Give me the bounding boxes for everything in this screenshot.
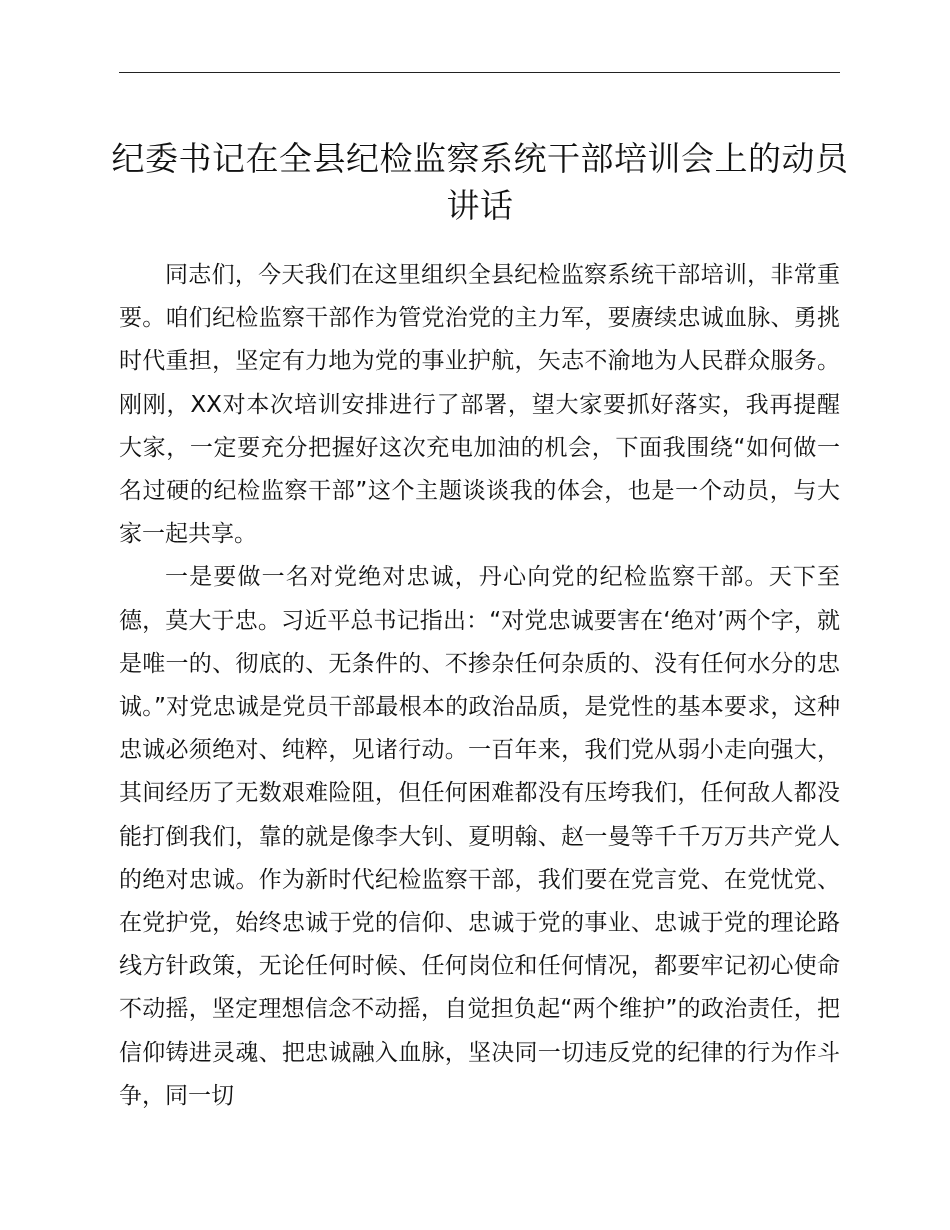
paragraph-intro: 同志们，今天我们在这里组织全县纪检监察系统干部培训，非常重要。咱们纪检监察干部作为管党治党的主力军，要赓续忠诚血脉、勇挑时代重担，坚定有力地为党的事业护航，矢志不渝地为人民群众服务。刚刚，XX对本次培训安排进行了部署，望大家要抓好落实，我再提醒大家，一定要充分把握好这次充电加油的机会，下面我围绕“如何做一名过硬的纪检监察干部”这个主题谈谈我的体会，也是一个动员，与大家一起共享。 (119, 262, 840, 548)
document-body (119, 254, 840, 1118)
header-rule (119, 72, 840, 73)
document-title: 纪委书记在全县纪检监察系统干部培训会上的动员讲话 (111, 139, 849, 225)
paragraph-loyalty: 一是要做一名对党绝对忠诚，丹心向党的纪检监察干部。天下至德，莫大于忠。习近平总书记指出：“对党忠诚要害在‘绝对’两个字，就是唯一的、彻底的、无条件的、不掺杂任何杂质的、没有任何水分的忠诚。”对党忠诚是党员干部最根本的政治品质，是党性的基本要求，这种忠诚必须绝对、纯粹，见诸行动。一百年来，我们党从弱小走向强大，其间经历了无数艰难险阻，但任何困难都没有压垮我们，任何敌人都没能打倒我们，靠的就是像李大钊、夏明翰、赵一曼等千千万万共产党人的绝对忠诚。作为新时代纪检监察干部，我们要在党言党、在党忧党、在党护党，始终忠诚于党的信仰、忠诚于党的事业、忠诚于党的理论路线方针政策，无论任何时候、任何岗位和任何情况，都要牢记初心使命不动摇，坚定理想信念不动摇，自觉担负起“两个维护”的政治责任，把信仰铸进灵魂、把忠诚融入血脉，坚决同一切违反党的纪律的行为作斗争，同一切 (119, 564, 840, 1109)
